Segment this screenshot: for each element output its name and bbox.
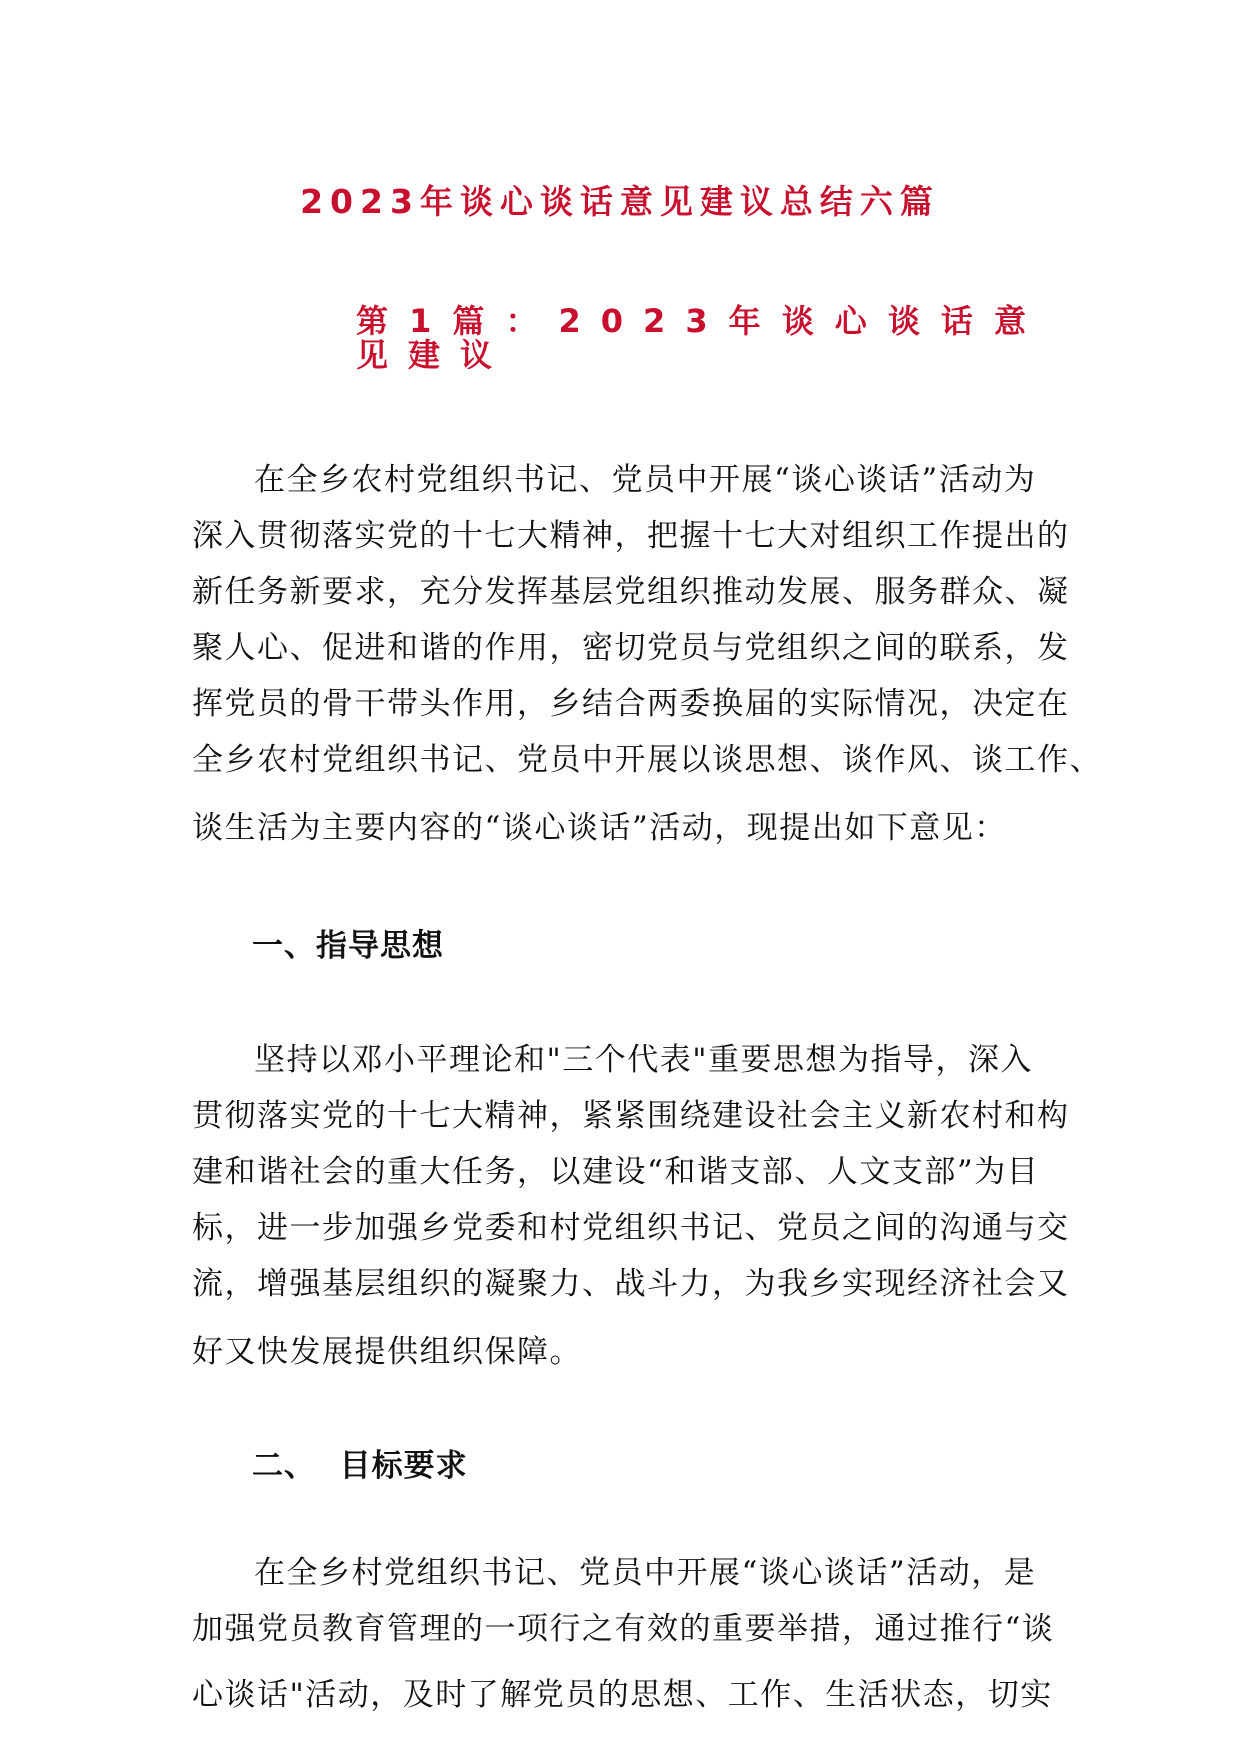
paragraph-line: 在全乡村党组织书记、党员中开展“谈心谈话”活动，是: [254, 1555, 1037, 1591]
paragraph-line: 建和谐社会的重大任务，以建设“和谐支部、人文支部”为目: [192, 1154, 1040, 1190]
paragraph-line: 全乡农村党组织书记、党员中开展以谈思想、谈作风、谈工作、: [192, 742, 1102, 778]
paragraph-goals-requirements: [192, 1545, 1055, 1723]
section-title: 第1篇：2023年谈心谈话意见建议: [356, 302, 1046, 374]
paragraph-line: 贯彻落实党的十七大精神，紧紧围绕建设社会主义新农村和构: [192, 1098, 1070, 1134]
paragraph-line: 深入贯彻落实党的十七大精神，把握十七大对组织工作提出的: [192, 518, 1070, 554]
paragraph-line: 挥党员的骨干带头作用，乡结合两委换届的实际情况，决定在: [192, 686, 1070, 722]
paragraph-line: 坚持以邓小平理论和"三个代表"重要思想为指导，深入: [254, 1042, 1034, 1078]
paragraph-line: 心谈话"活动，及时了解党员的思想、工作、生活状态，切实: [192, 1677, 1053, 1713]
paragraph-line: 在全乡农村党组织书记、党员中开展“谈心谈话”活动为: [254, 462, 1037, 498]
paragraph-line: 流，增强基层组织的凝聚力、战斗力，为我乡实现经济社会又: [192, 1266, 1070, 1302]
paragraph-line: 谈生活为主要内容的“谈心谈话”活动，现提出如下意见：: [192, 810, 1007, 846]
paragraph-line: 加强党员教育管理的一项行之有效的重要举措，通过推行“谈: [192, 1611, 1055, 1647]
paragraph-line: 聚人心、促进和谐的作用，密切党员与党组织之间的联系，发: [192, 630, 1070, 666]
paragraph-intro: [192, 452, 1102, 856]
paragraph-line: 好又快发展提供组织保障。: [192, 1334, 582, 1370]
paragraph-line: 新任务新要求，充分发挥基层党组织推动发展、服务群众、凝: [192, 574, 1070, 610]
heading-goals-requirements: 二、 目标要求: [252, 1448, 468, 1484]
heading-guiding-ideology: 一、指导思想: [252, 928, 444, 964]
document-title: 2023年谈心谈话意见建议总结六篇: [300, 182, 940, 221]
paragraph-line: 标，进一步加强乡党委和村党组织书记、党员之间的沟通与交: [192, 1210, 1070, 1246]
paragraph-guiding-ideology: [192, 1032, 1070, 1380]
